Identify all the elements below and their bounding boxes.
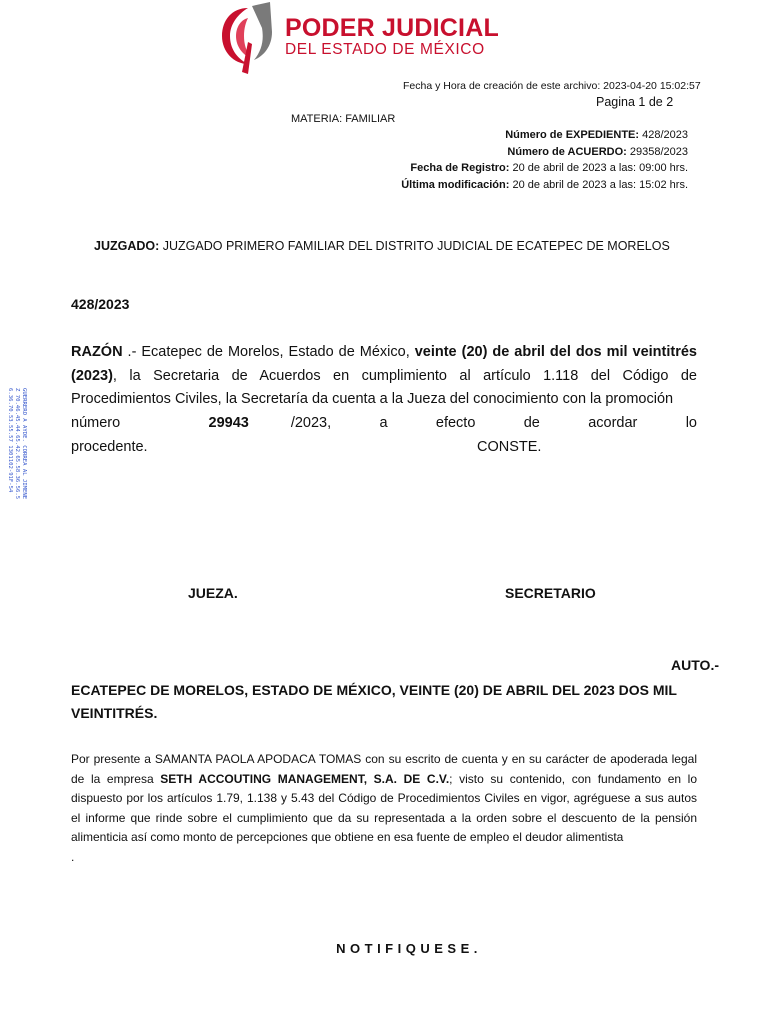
signature-jueza: JUEZA. bbox=[188, 585, 238, 601]
org-name: PODER JUDICIAL bbox=[285, 14, 499, 42]
body-final-dot: . bbox=[71, 849, 75, 864]
razon-last-word: procedente. bbox=[71, 439, 148, 455]
body-text-2: ; visto su contenido, con fundamento en lo dispuesto por los artículos 1.79, 1.138 y 5.43 del Código de Procedimientos Civiles en vigor, agréguese a sus autos el informe que rinde sobre el cumplimiento que da su representada a la orden sobre el descuento de la pensión alimenticia así como monto de percepciones que obtiene en esa fuente de empleo el deudor alimentista bbox=[71, 771, 698, 844]
meta-registro-value: 20 de abril de 2023 a las: 09:00 hrs. bbox=[512, 162, 688, 174]
side-stamp: GUERRERO A AYDE. CORREA AL JIMENEZ 70.46.45.44.65.42.65.58.36.56.56.36.70.53.55.57 1301102-91F-54 bbox=[7, 388, 27, 500]
razon-numero-word: número bbox=[71, 415, 121, 431]
razon-text-2: , la Secretaria de Acuerdos en cumplimiento al artículo 1.118 del Código de Procedimientos Civiles, la Secretaría da cuenta a la Jueza del conocimiento con la promoción bbox=[71, 367, 697, 407]
razon-date: veinte (20) de abril del dos mil veintitrés (2023) bbox=[71, 344, 697, 384]
auto-body bbox=[71, 750, 697, 867]
meta-modificacion-value: 20 de abril de 2023 a las: 15:02 hrs. bbox=[512, 179, 688, 191]
auto-label: AUTO.- bbox=[671, 657, 719, 673]
razon-word-a: a bbox=[379, 415, 388, 431]
meta-modificacion bbox=[401, 179, 688, 191]
meta-expediente bbox=[505, 129, 688, 141]
razon-promocion-line bbox=[71, 412, 697, 436]
razon-word-lo: lo bbox=[685, 415, 697, 431]
meta-registro-label: Fecha de Registro: bbox=[410, 162, 510, 174]
promocion-suffix: /2023, bbox=[290, 415, 332, 431]
razon-text-1: .- Ecatepec de Morelos, Estado de México, bbox=[122, 344, 415, 360]
meta-expediente-value: 428/2023 bbox=[642, 129, 688, 141]
razon-word-efecto: efecto bbox=[435, 415, 476, 431]
razon-label: RAZÓN bbox=[71, 344, 123, 360]
razon-paragraph bbox=[71, 341, 697, 412]
meta-acuerdo-label: Número de ACUERDO: bbox=[507, 146, 627, 158]
signature-secretario: SECRETARIO bbox=[505, 585, 596, 601]
razon-word-de: de bbox=[523, 415, 540, 431]
page-indicator: Pagina 1 de 2 bbox=[596, 95, 674, 109]
file-created-timestamp: Fecha y Hora de creación de este archivo: 2023-04-20 15:02:57 bbox=[403, 80, 701, 92]
razon-last-line bbox=[71, 436, 697, 460]
meta-modificacion-label: Última modificación: bbox=[401, 179, 510, 191]
promocion-number: 29943 bbox=[208, 415, 249, 431]
meta-registro bbox=[410, 162, 688, 174]
body-text-1: Por presente a SAMANTA PAOLA APODACA TOMAS con su escrito de cuenta y en su carácter de apoderada legal de la empresa bbox=[71, 752, 697, 786]
expediente-number: 428/2023 bbox=[71, 296, 130, 312]
org-subtitle: DEL ESTADO DE MÉXICO bbox=[285, 41, 485, 58]
meta-acuerdo bbox=[507, 146, 688, 158]
razon-word-acordar: acordar bbox=[588, 415, 638, 431]
notifiquese: NOTIFIQUESE. bbox=[336, 941, 482, 956]
conste: CONSTE. bbox=[477, 439, 542, 455]
juzgado-label: JUZGADO: bbox=[94, 239, 160, 253]
auto-heading: ECATEPEC DE MORELOS, ESTADO DE MÉXICO, VEINTE (20) DE ABRIL DEL 2023 DOS MIL VEINTITRÉS. bbox=[71, 682, 677, 721]
meta-acuerdo-value: 29358/2023 bbox=[629, 146, 688, 158]
meta-expediente-label: Número de EXPEDIENTE: bbox=[505, 129, 640, 141]
materia: MATERIA: FAMILIAR bbox=[291, 113, 396, 125]
poder-judicial-logo-icon bbox=[218, 2, 278, 74]
juzgado-value: JUZGADO PRIMERO FAMILIAR DEL DISTRITO JUDICIAL DE ECATEPEC DE MORELOS bbox=[162, 239, 670, 253]
juzgado-line bbox=[94, 239, 670, 253]
company-name: SETH ACCOUTING MANAGEMENT, S.A. DE C.V. bbox=[160, 771, 450, 786]
